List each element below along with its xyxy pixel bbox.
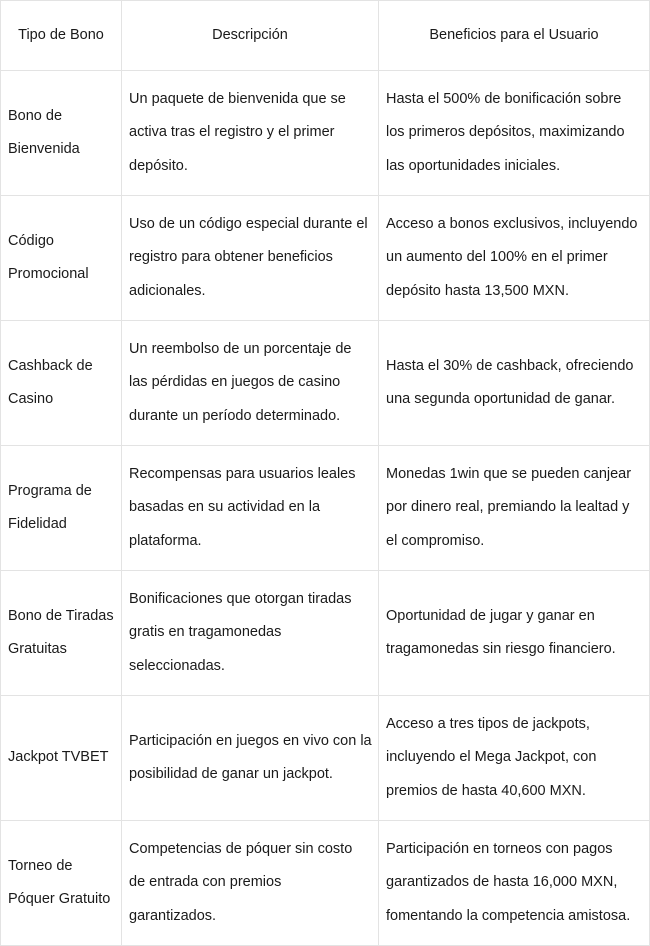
header-tipo: Tipo de Bono (1, 1, 122, 71)
cell-tipo: Código Promocional (1, 196, 122, 321)
table-row (1, 446, 650, 571)
cell-tipo: Torneo de Póquer Gratuito (1, 821, 122, 946)
cell-beneficios: Oportunidad de jugar y ganar en tragamonedas sin riesgo financiero. (379, 571, 650, 696)
cell-tipo: Programa de Fidelidad (1, 446, 122, 571)
cell-tipo: Jackpot TVBET (1, 696, 122, 821)
cell-descripcion: Participación en juegos en vivo con la posibilidad de ganar un jackpot. (122, 696, 379, 821)
cell-beneficios: Acceso a tres tipos de jackpots, incluyendo el Mega Jackpot, con premios de hasta 40,600 MXN. (379, 696, 650, 821)
table-header (1, 1, 650, 71)
table-row (1, 71, 650, 196)
cell-tipo: Cashback de Casino (1, 321, 122, 446)
cell-beneficios: Acceso a bonos exclusivos, incluyendo un aumento del 100% en el primer depósito hasta 13,500 MXN. (379, 196, 650, 321)
header-beneficios: Beneficios para el Usuario (379, 1, 650, 71)
cell-descripcion: Uso de un código especial durante el registro para obtener beneficios adicionales. (122, 196, 379, 321)
header-row (1, 1, 650, 71)
cell-tipo: Bono de Bienvenida (1, 71, 122, 196)
header-descripcion: Descripción (122, 1, 379, 71)
cell-descripcion: Recompensas para usuarios leales basadas en su actividad en la plataforma. (122, 446, 379, 571)
cell-descripcion: Competencias de póquer sin costo de entrada con premios garantizados. (122, 821, 379, 946)
cell-beneficios: Participación en torneos con pagos garantizados de hasta 16,000 MXN, fomentando la competencia amistosa. (379, 821, 650, 946)
cell-beneficios: Monedas 1win que se pueden canjear por dinero real, premiando la lealtad y el compromiso. (379, 446, 650, 571)
table-row (1, 571, 650, 696)
cell-descripcion: Un reembolso de un porcentaje de las pérdidas en juegos de casino durante un período determinado. (122, 321, 379, 446)
table-row (1, 821, 650, 946)
table-row (1, 196, 650, 321)
cell-beneficios: Hasta el 30% de cashback, ofreciendo una segunda oportunidad de ganar. (379, 321, 650, 446)
cell-beneficios: Hasta el 500% de bonificación sobre los primeros depósitos, maximizando las oportunidades iniciales. (379, 71, 650, 196)
table-row (1, 696, 650, 821)
cell-descripcion: Bonificaciones que otorgan tiradas gratis en tragamonedas seleccionadas. (122, 571, 379, 696)
cell-descripcion: Un paquete de bienvenida que se activa tras el registro y el primer depósito. (122, 71, 379, 196)
table-body (1, 71, 650, 946)
table-row (1, 321, 650, 446)
cell-tipo: Bono de Tiradas Gratuitas (1, 571, 122, 696)
